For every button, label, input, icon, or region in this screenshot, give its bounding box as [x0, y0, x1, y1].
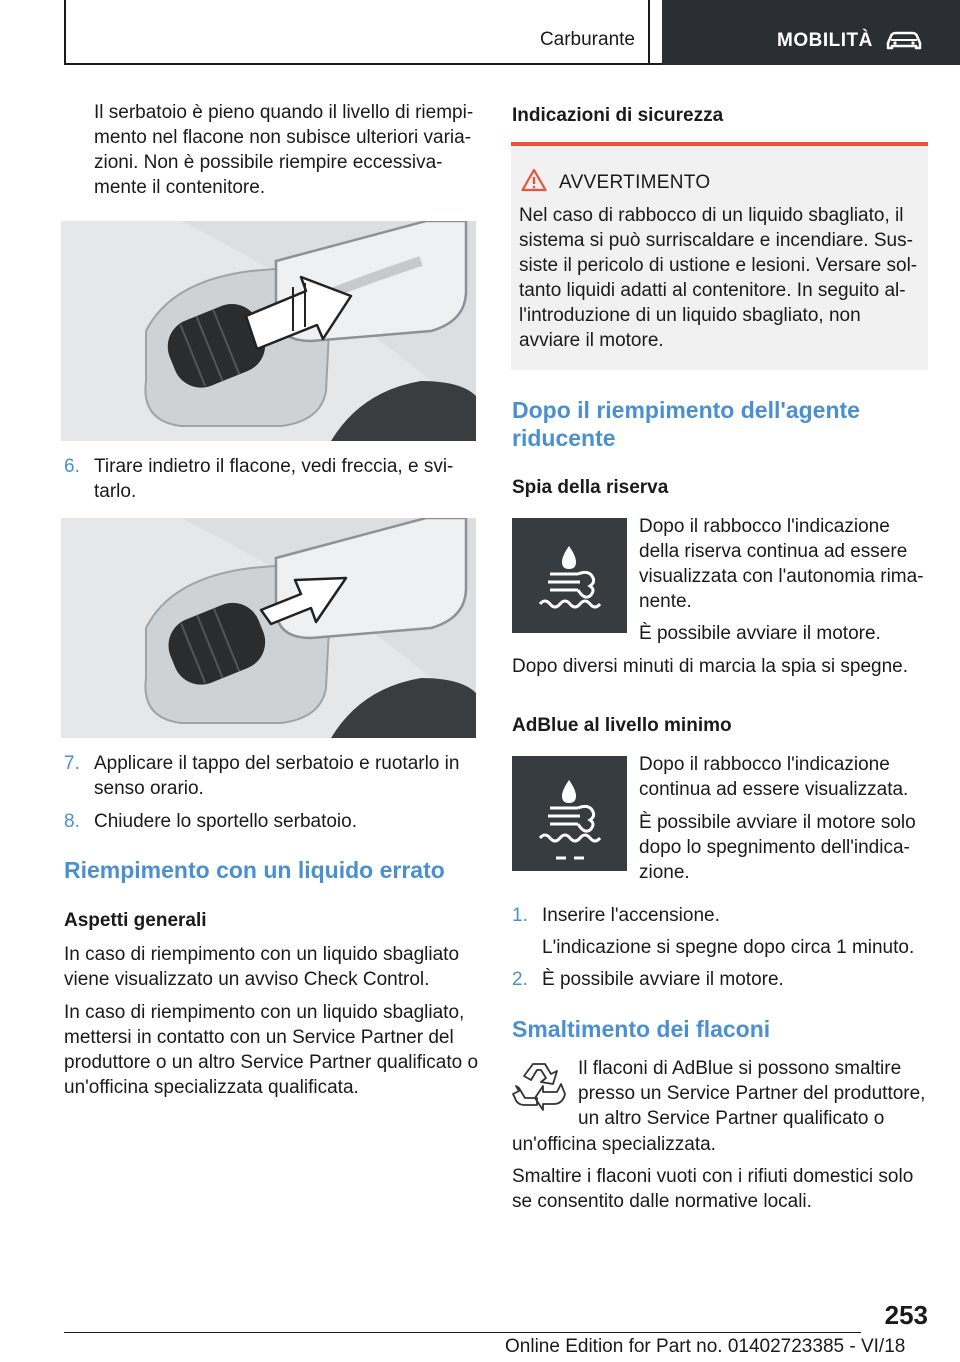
general-paragraph-2: In caso di riempimento con un liquido sbagliato, mettersi in contatto con un Service Partner del produttore o un altro Service Partner qualificato o un'officina specializzata qualificata.: [64, 1002, 479, 1098]
adblue-icon: [512, 518, 627, 633]
reserve-text-2: È possibile avviare il motore.: [639, 623, 881, 644]
subheading-reserve: Spia della riserva: [512, 477, 669, 498]
disposal-text-2: Smaltire i flaconi vuoti con i rifiuti domestici solo se consentito dalle normative locali.: [512, 1166, 914, 1212]
warning-triangle-icon: [521, 168, 547, 192]
heading-after-refill: Dopo il riempimento dell'agente riducente: [512, 397, 860, 451]
step-6-text: Tirare indietro il flacone, vedi freccia, e svi- tarlo.: [94, 456, 454, 502]
page-number: 253: [884, 1300, 928, 1330]
refill-photo-1: [61, 221, 476, 441]
header-chapter-title: MOBILITÀ: [777, 30, 873, 51]
step-7-text: Applicare il tappo del serbatoio e ruotarlo in senso orario.: [94, 753, 460, 799]
general-paragraph-1: In caso di riempimento con un liquido sbagliato viene visualizzato un avviso Check Control.: [64, 944, 460, 990]
edition-label: Online Edition for Part no. 01402723385 - VI/18: [505, 1336, 906, 1357]
minimum-text-2: È possibile avviare il motore solo dopo lo spegnimento dell'indica- zione.: [639, 812, 916, 883]
minimum-text-1: Dopo il rabbocco l'indicazione continua ad essere visualizzata.: [639, 754, 909, 800]
adblue-minimum-indicator: [512, 756, 627, 871]
warning-box: [511, 142, 928, 370]
warning-text: Nel caso di rabbocco di un liquido sbagliato, il sistema si può surriscaldare e incendiare. Sus- siste il pericolo di ustione e lesioni. Versare sol- tanto liquidi adatti al contenitore. In seguito al- l'introduzione di un liquido sbagliato, non avviare il motore.: [519, 205, 918, 351]
step-2-number: 2.: [512, 969, 528, 990]
subheading-general: Aspetti generali: [64, 910, 207, 931]
adblue-minimum-icon: [512, 756, 627, 871]
header-chapter-block: [662, 0, 960, 65]
safety-heading: Indicazioni di sicurezza: [512, 105, 724, 126]
step-1-subtext: L'indicazione si spegne dopo circa 1 minuto.: [542, 937, 915, 958]
refill-photo-2: [61, 518, 476, 738]
intro-paragraph: Il serbatoio è pieno quando il livello di riempi- mento nel flacone non subisce ulteriori varia- zioni. Non è possibile riempire eccessiva- mente il contenitore.: [94, 102, 474, 198]
footer-rule: [64, 1332, 861, 1333]
step-2-text: È possibile avviare il motore.: [542, 969, 784, 990]
step-8-number: 8.: [64, 811, 80, 832]
step-6-number: 6.: [64, 456, 80, 477]
step-7-number: 7.: [64, 753, 80, 774]
header-section-title: Carburante: [539, 29, 635, 50]
step-1-text: Inserire l'accensione.: [542, 905, 720, 926]
heading-disposal: Smaltimento dei flaconi: [512, 1016, 771, 1042]
disposal-text-1: Il flaconi di AdBlue si possono smaltire presso un Service Partner del produttore, un altro Service Partner qualificato o: [578, 1058, 926, 1129]
reserve-text-3: Dopo diversi minuti di marcia la spia si spegne.: [512, 656, 909, 677]
adblue-reserve-indicator: [512, 518, 627, 633]
recycle-icon: [511, 1058, 567, 1114]
step-8-text: Chiudere lo sportello serbatoio.: [94, 811, 357, 832]
heading-wrong-fluid: Riempimento con un liquido errato: [64, 857, 445, 883]
disposal-text-1b: un'officina specializzata.: [512, 1134, 716, 1155]
step-1-number: 1.: [512, 905, 528, 926]
car-icon: [885, 29, 923, 51]
warning-title: AVVERTIMENTO: [559, 172, 711, 193]
subheading-minimum: AdBlue al livello minimo: [512, 715, 732, 736]
reserve-text-1: Dopo il rabbocco l'indicazione della riserva continua ad essere visualizzata con l'autonomia rima- nente.: [639, 516, 924, 612]
